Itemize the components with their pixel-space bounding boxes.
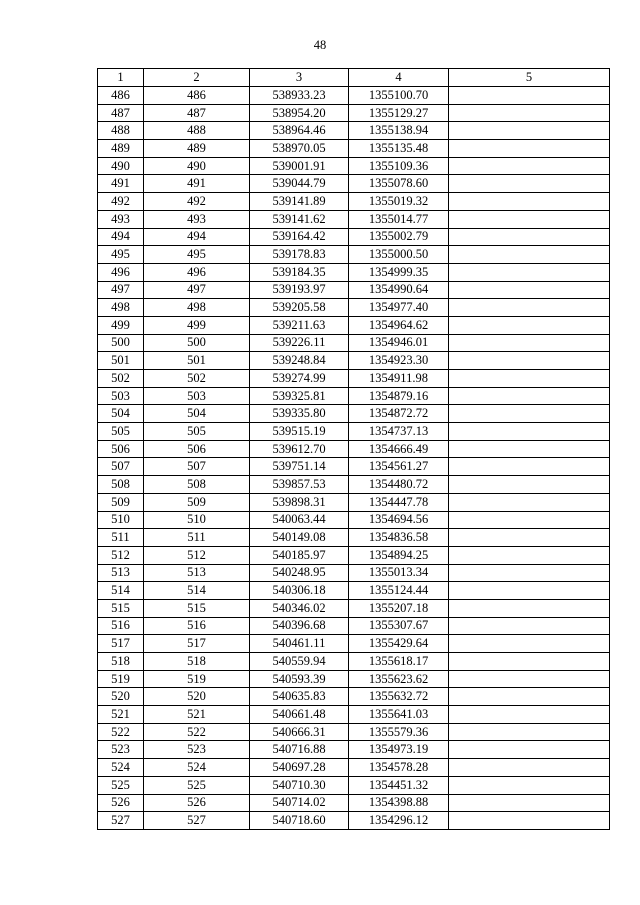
cell-note [449,812,610,830]
cell-coordinate-y: 1354923.30 [349,352,449,370]
cell-point-number: 499 [98,316,144,334]
cell-coordinate-y: 1355207.18 [349,599,449,617]
cell-coordinate-x: 540559.94 [250,653,349,671]
cell-point-number: 506 [98,440,144,458]
cell-point-number: 487 [98,104,144,122]
column-header-1: 1 [98,69,144,87]
cell-coordinate-y: 1355014.77 [349,210,449,228]
cell-point-number: 500 [98,334,144,352]
cell-note [449,370,610,388]
cell-note [449,706,610,724]
cell-point-id: 500 [144,334,250,352]
cell-coordinate-x: 540248.95 [250,564,349,582]
cell-coordinate-y: 1355138.94 [349,122,449,140]
cell-coordinate-x: 539211.63 [250,316,349,334]
cell-note [449,140,610,158]
cell-coordinate-y: 1354911.98 [349,370,449,388]
table-row [98,387,610,405]
table-row [98,546,610,564]
cell-coordinate-x: 538933.23 [250,87,349,105]
cell-point-number: 517 [98,635,144,653]
cell-note [449,723,610,741]
cell-point-number: 486 [98,87,144,105]
cell-point-id: 510 [144,511,250,529]
cell-coordinate-x: 540697.28 [250,759,349,777]
cell-coordinate-y: 1355019.32 [349,193,449,211]
cell-coordinate-x: 539141.62 [250,210,349,228]
table-row [98,281,610,299]
cell-coordinate-x: 540306.18 [250,582,349,600]
cell-point-number: 501 [98,352,144,370]
table-row [98,776,610,794]
cell-point-id: 493 [144,210,250,228]
cell-point-id: 515 [144,599,250,617]
cell-coordinate-y: 1355124.44 [349,582,449,600]
table-row [98,723,610,741]
cell-note [449,352,610,370]
cell-note [449,423,610,441]
cell-coordinate-y: 1354296.12 [349,812,449,830]
table-row [98,122,610,140]
cell-point-number: 498 [98,299,144,317]
cell-coordinate-y: 1355100.70 [349,87,449,105]
cell-point-number: 520 [98,688,144,706]
table-row [98,458,610,476]
cell-coordinate-y: 1354879.16 [349,387,449,405]
cell-coordinate-x: 539184.35 [250,263,349,281]
table-row [98,582,610,600]
table-row [98,263,610,281]
cell-point-id: 512 [144,546,250,564]
cell-coordinate-x: 540635.83 [250,688,349,706]
cell-note [449,529,610,547]
cell-coordinate-y: 1355013.34 [349,564,449,582]
cell-coordinate-y: 1355109.36 [349,157,449,175]
cell-note [449,617,610,635]
cell-point-number: 521 [98,706,144,724]
cell-coordinate-x: 539205.58 [250,299,349,317]
cell-note [449,263,610,281]
cell-coordinate-y: 1355632.72 [349,688,449,706]
table-row [98,352,610,370]
cell-point-number: 527 [98,812,144,830]
table-row [98,334,610,352]
cell-coordinate-x: 539193.97 [250,281,349,299]
cell-note [449,405,610,423]
table-row [98,794,610,812]
table-row [98,175,610,193]
cell-coordinate-x: 539325.81 [250,387,349,405]
table-row [98,370,610,388]
cell-coordinate-x: 538964.46 [250,122,349,140]
cell-point-number: 523 [98,741,144,759]
cell-coordinate-x: 539141.89 [250,193,349,211]
cell-point-number: 507 [98,458,144,476]
cell-point-number: 508 [98,476,144,494]
table-row [98,493,610,511]
cell-coordinate-x: 540661.48 [250,706,349,724]
cell-coordinate-x: 539044.79 [250,175,349,193]
cell-coordinate-y: 1354561.27 [349,458,449,476]
cell-point-number: 526 [98,794,144,812]
coordinates-table [97,68,610,830]
cell-coordinate-x: 539335.80 [250,405,349,423]
cell-coordinate-y: 1354999.35 [349,263,449,281]
table-row [98,87,610,105]
cell-note [449,175,610,193]
cell-point-id: 489 [144,140,250,158]
cell-point-number: 515 [98,599,144,617]
cell-coordinate-y: 1355000.50 [349,246,449,264]
cell-coordinate-y: 1354666.49 [349,440,449,458]
cell-coordinate-x: 539248.84 [250,352,349,370]
cell-coordinate-y: 1354977.40 [349,299,449,317]
cell-coordinate-x: 538970.05 [250,140,349,158]
cell-note [449,776,610,794]
cell-note [449,635,610,653]
cell-coordinate-y: 1354872.72 [349,405,449,423]
cell-point-id: 496 [144,263,250,281]
cell-coordinate-y: 1354578.28 [349,759,449,777]
cell-note [449,582,610,600]
cell-coordinate-y: 1354447.78 [349,493,449,511]
cell-note [449,493,610,511]
cell-coordinate-y: 1355078.60 [349,175,449,193]
cell-point-number: 488 [98,122,144,140]
cell-coordinate-y: 1355623.62 [349,670,449,688]
table-row [98,193,610,211]
cell-point-id: 495 [144,246,250,264]
cell-point-id: 487 [144,104,250,122]
cell-coordinate-x: 539226.11 [250,334,349,352]
table-row [98,316,610,334]
cell-note [449,511,610,529]
cell-point-id: 491 [144,175,250,193]
cell-point-id: 508 [144,476,250,494]
cell-point-number: 491 [98,175,144,193]
cell-note [449,440,610,458]
cell-note [449,193,610,211]
cell-coordinate-x: 540461.11 [250,635,349,653]
cell-point-number: 513 [98,564,144,582]
cell-point-id: 519 [144,670,250,688]
cell-coordinate-y: 1354836.58 [349,529,449,547]
cell-coordinate-y: 1355579.36 [349,723,449,741]
cell-coordinate-x: 540716.88 [250,741,349,759]
cell-point-number: 497 [98,281,144,299]
table-row [98,653,610,671]
cell-point-number: 511 [98,529,144,547]
table-row [98,440,610,458]
cell-coordinate-x: 539857.53 [250,476,349,494]
table-row [98,706,610,724]
cell-point-id: 523 [144,741,250,759]
table-row [98,157,610,175]
table-row [98,599,610,617]
cell-coordinate-x: 540593.39 [250,670,349,688]
cell-note [449,653,610,671]
cell-coordinate-y: 1355641.03 [349,706,449,724]
cell-point-number: 504 [98,405,144,423]
column-header-5: 5 [449,69,610,87]
cell-note [449,122,610,140]
cell-point-id: 506 [144,440,250,458]
cell-note [449,741,610,759]
table-row [98,617,610,635]
table-row [98,741,610,759]
cell-point-id: 502 [144,370,250,388]
cell-coordinate-x: 539612.70 [250,440,349,458]
table-body [98,87,610,830]
cell-note [449,599,610,617]
cell-coordinate-x: 539751.14 [250,458,349,476]
cell-coordinate-x: 540063.44 [250,511,349,529]
cell-point-number: 503 [98,387,144,405]
cell-coordinate-y: 1355135.48 [349,140,449,158]
column-header-4: 4 [349,69,449,87]
cell-point-id: 494 [144,228,250,246]
cell-coordinate-y: 1355307.67 [349,617,449,635]
cell-point-number: 519 [98,670,144,688]
cell-coordinate-y: 1354398.88 [349,794,449,812]
cell-point-number: 502 [98,370,144,388]
table-row [98,228,610,246]
cell-point-id: 516 [144,617,250,635]
cell-coordinate-y: 1354964.62 [349,316,449,334]
cell-coordinate-y: 1354737.13 [349,423,449,441]
cell-coordinate-x: 539164.42 [250,228,349,246]
cell-point-number: 525 [98,776,144,794]
cell-point-number: 510 [98,511,144,529]
cell-note [449,87,610,105]
table-row [98,299,610,317]
cell-coordinate-x: 540718.60 [250,812,349,830]
cell-point-id: 525 [144,776,250,794]
cell-coordinate-x: 539898.31 [250,493,349,511]
cell-note [449,228,610,246]
cell-point-number: 512 [98,546,144,564]
cell-coordinate-x: 539515.19 [250,423,349,441]
cell-point-number: 494 [98,228,144,246]
table-row [98,246,610,264]
cell-point-id: 503 [144,387,250,405]
cell-point-number: 518 [98,653,144,671]
cell-point-id: 513 [144,564,250,582]
cell-coordinate-y: 1355429.64 [349,635,449,653]
table-row [98,564,610,582]
table-row [98,812,610,830]
cell-point-id: 501 [144,352,250,370]
cell-point-id: 505 [144,423,250,441]
column-header-3: 3 [250,69,349,87]
cell-note [449,210,610,228]
cell-coordinate-x: 540666.31 [250,723,349,741]
cell-coordinate-x: 540346.02 [250,599,349,617]
cell-point-number: 493 [98,210,144,228]
cell-point-id: 492 [144,193,250,211]
cell-coordinate-y: 1354451.32 [349,776,449,794]
table-row [98,688,610,706]
table-row [98,423,610,441]
cell-coordinate-y: 1354990.64 [349,281,449,299]
cell-note [449,670,610,688]
cell-point-id: 511 [144,529,250,547]
table-row [98,529,610,547]
table-row [98,476,610,494]
table-row [98,670,610,688]
cell-coordinate-x: 539001.91 [250,157,349,175]
cell-point-id: 486 [144,87,250,105]
cell-note [449,157,610,175]
cell-coordinate-x: 538954.20 [250,104,349,122]
cell-point-id: 526 [144,794,250,812]
cell-coordinate-y: 1355618.17 [349,653,449,671]
cell-point-number: 514 [98,582,144,600]
cell-coordinate-x: 540714.02 [250,794,349,812]
cell-point-number: 492 [98,193,144,211]
cell-point-id: 522 [144,723,250,741]
table-row [98,104,610,122]
cell-point-id: 521 [144,706,250,724]
cell-coordinate-y: 1355002.79 [349,228,449,246]
cell-coordinate-y: 1355129.27 [349,104,449,122]
column-header-2: 2 [144,69,250,87]
cell-point-id: 514 [144,582,250,600]
table-row [98,210,610,228]
cell-coordinate-x: 540710.30 [250,776,349,794]
cell-note [449,387,610,405]
cell-point-id: 490 [144,157,250,175]
cell-coordinate-y: 1354973.19 [349,741,449,759]
cell-point-id: 504 [144,405,250,423]
cell-note [449,246,610,264]
cell-point-number: 509 [98,493,144,511]
cell-point-number: 490 [98,157,144,175]
cell-note [449,476,610,494]
cell-point-id: 518 [144,653,250,671]
cell-coordinate-y: 1354480.72 [349,476,449,494]
cell-coordinate-x: 539178.83 [250,246,349,264]
cell-note [449,316,610,334]
cell-point-id: 497 [144,281,250,299]
cell-coordinate-y: 1354894.25 [349,546,449,564]
cell-coordinate-x: 540396.68 [250,617,349,635]
cell-point-id: 488 [144,122,250,140]
cell-point-id: 517 [144,635,250,653]
cell-point-number: 524 [98,759,144,777]
cell-point-number: 495 [98,246,144,264]
cell-point-id: 507 [144,458,250,476]
cell-point-id: 499 [144,316,250,334]
cell-point-number: 516 [98,617,144,635]
cell-note [449,458,610,476]
page-number: 48 [313,38,327,52]
cell-note [449,688,610,706]
cell-note [449,299,610,317]
cell-point-id: 524 [144,759,250,777]
table-row [98,405,610,423]
cell-point-number: 505 [98,423,144,441]
cell-note [449,564,610,582]
cell-note [449,281,610,299]
cell-coordinate-x: 540149.08 [250,529,349,547]
cell-coordinate-y: 1354946.01 [349,334,449,352]
cell-point-number: 496 [98,263,144,281]
cell-note [449,546,610,564]
table-row [98,511,610,529]
cell-point-id: 509 [144,493,250,511]
cell-point-id: 527 [144,812,250,830]
cell-coordinate-x: 539274.99 [250,370,349,388]
cell-coordinate-y: 1354694.56 [349,511,449,529]
cell-point-id: 520 [144,688,250,706]
cell-coordinate-x: 540185.97 [250,546,349,564]
table-header-row [98,69,610,87]
table-row [98,759,610,777]
table-row [98,140,610,158]
cell-note [449,759,610,777]
cell-point-id: 498 [144,299,250,317]
cell-point-number: 489 [98,140,144,158]
cell-note [449,794,610,812]
cell-note [449,334,610,352]
table-row [98,635,610,653]
cell-note [449,104,610,122]
cell-point-number: 522 [98,723,144,741]
